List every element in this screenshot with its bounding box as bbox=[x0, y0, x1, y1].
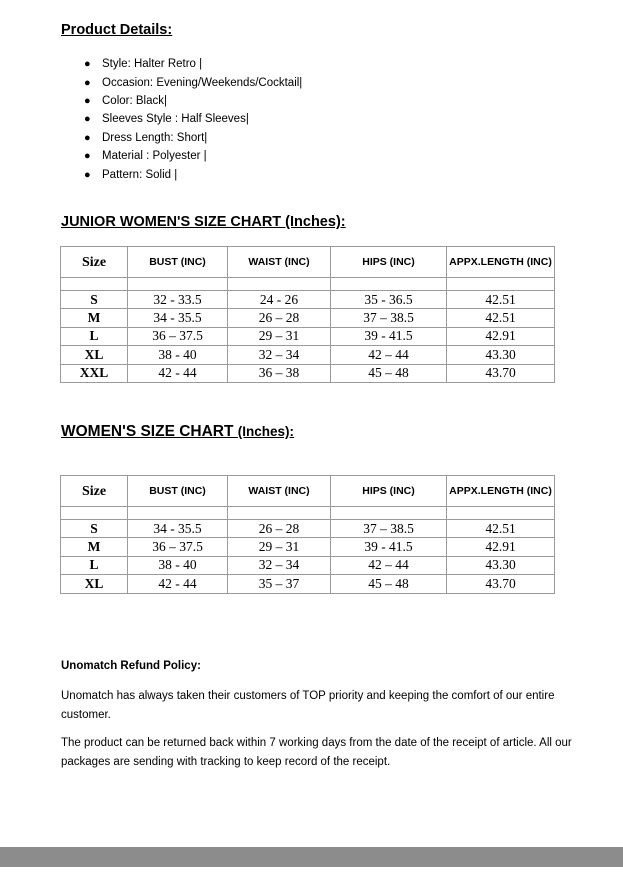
column-header: HIPS (INC) bbox=[331, 247, 447, 278]
list-item: ● Sleeves Style : Half Sleeves| bbox=[84, 113, 249, 126]
table-cell: 32 - 33.5 bbox=[128, 291, 228, 309]
table-cell: 42.91 bbox=[447, 327, 555, 345]
table-cell: 43.30 bbox=[447, 556, 555, 574]
table-cell: 29 – 31 bbox=[228, 327, 331, 345]
table-row bbox=[61, 520, 555, 538]
table-cell: 35 - 36.5 bbox=[331, 291, 447, 309]
table-cell: 36 – 37.5 bbox=[128, 327, 228, 345]
column-header: WAIST (INC) bbox=[228, 476, 331, 507]
table-cell: 37 – 38.5 bbox=[331, 520, 447, 538]
table-cell: M bbox=[61, 538, 128, 556]
column-header: BUST (INC) bbox=[128, 247, 228, 278]
table-cell: 42.51 bbox=[447, 309, 555, 327]
table-cell: XL bbox=[61, 346, 128, 364]
list-item: ● Dress Length: Short| bbox=[84, 131, 208, 144]
table-row bbox=[61, 327, 555, 345]
table-row bbox=[61, 538, 555, 556]
table-cell: M bbox=[61, 309, 128, 327]
table-cell: 42 – 44 bbox=[331, 556, 447, 574]
bullet-icon: ● bbox=[84, 113, 91, 126]
table-row bbox=[61, 291, 555, 309]
women-size-chart-heading: WOMEN'S SIZE CHART (Inches): bbox=[61, 423, 295, 440]
table-cell: L bbox=[61, 327, 128, 345]
list-item: ● Pattern: Solid | bbox=[84, 168, 178, 181]
table-cell: S bbox=[61, 291, 128, 309]
table-row bbox=[61, 575, 555, 593]
table-row bbox=[61, 556, 555, 574]
bullet-icon: ● bbox=[84, 76, 91, 89]
bullet-icon: ● bbox=[84, 94, 91, 107]
table-cell: 35 – 37 bbox=[228, 575, 331, 593]
table-spacer-row bbox=[61, 278, 555, 291]
footer-bar bbox=[0, 847, 623, 867]
table-cell: 39 - 41.5 bbox=[331, 538, 447, 556]
table-cell: 45 – 48 bbox=[331, 364, 447, 382]
table-cell: 38 - 40 bbox=[128, 346, 228, 364]
bullet-icon: ● bbox=[84, 168, 91, 181]
table-cell: 42 - 44 bbox=[128, 364, 228, 382]
product-details-heading: Product Details: bbox=[61, 22, 173, 38]
table-cell: XXL bbox=[61, 364, 128, 382]
table-header-row bbox=[61, 476, 555, 507]
table-row bbox=[61, 346, 555, 364]
table-cell: 42 – 44 bbox=[331, 346, 447, 364]
bullet-icon: ● bbox=[84, 58, 91, 71]
table-cell: S bbox=[61, 520, 128, 538]
table-cell: 42.91 bbox=[447, 538, 555, 556]
junior-size-table bbox=[60, 246, 555, 383]
list-item: ● Color: Black| bbox=[84, 94, 167, 107]
table-cell: 43.70 bbox=[447, 364, 555, 382]
list-item: ● Occasion: Evening/Weekends/Cocktail| bbox=[84, 76, 303, 89]
table-cell: 32 – 34 bbox=[228, 556, 331, 574]
table-cell: 38 - 40 bbox=[128, 556, 228, 574]
column-header: APPX.LENGTH (INC) bbox=[447, 476, 555, 507]
table-cell: 39 - 41.5 bbox=[331, 327, 447, 345]
column-header: BUST (INC) bbox=[128, 476, 228, 507]
table-header-row bbox=[61, 247, 555, 278]
table-cell: 36 – 37.5 bbox=[128, 538, 228, 556]
bullet-icon: ● bbox=[84, 150, 91, 163]
column-header: Size bbox=[61, 476, 128, 507]
product-details-list bbox=[84, 55, 302, 184]
table-cell: 43.30 bbox=[447, 346, 555, 364]
table-cell: 42 - 44 bbox=[128, 575, 228, 593]
table-cell: 26 – 28 bbox=[228, 520, 331, 538]
table-cell: 32 – 34 bbox=[228, 346, 331, 364]
table-cell: 36 – 38 bbox=[228, 364, 331, 382]
refund-policy-title: Unomatch Refund Policy: bbox=[61, 660, 201, 672]
table-row bbox=[61, 309, 555, 327]
bullet-icon: ● bbox=[84, 131, 91, 144]
table-spacer-row bbox=[61, 507, 555, 520]
list-item: ● Style: Halter Retro | bbox=[84, 58, 203, 71]
table-cell: 34 - 35.5 bbox=[128, 309, 228, 327]
column-header: Size bbox=[61, 247, 128, 278]
refund-paragraph: The product can be returned back within 7 working days from the date of the receipt of article. All our packages are sending with tracking to keep record of the receipt. bbox=[61, 737, 572, 768]
table-cell: 42.51 bbox=[447, 291, 555, 309]
list-item: ● Material : Polyester | bbox=[84, 150, 207, 163]
women-size-table bbox=[60, 475, 555, 594]
table-cell: 29 – 31 bbox=[228, 538, 331, 556]
table-cell: 24 - 26 bbox=[228, 291, 331, 309]
table-cell: 34 - 35.5 bbox=[128, 520, 228, 538]
table-row bbox=[61, 364, 555, 382]
table-cell: L bbox=[61, 556, 128, 574]
table-cell: 26 – 28 bbox=[228, 309, 331, 327]
table-cell: 37 – 38.5 bbox=[331, 309, 447, 327]
column-header: APPX.LENGTH (INC) bbox=[447, 247, 555, 278]
table-cell: 45 – 48 bbox=[331, 575, 447, 593]
table-cell: XL bbox=[61, 575, 128, 593]
refund-paragraph: Unomatch has always taken their customers of TOP priority and keeping the comfort of our entire customer. bbox=[61, 690, 555, 721]
table-cell: 42.51 bbox=[447, 520, 555, 538]
column-header: HIPS (INC) bbox=[331, 476, 447, 507]
column-header: WAIST (INC) bbox=[228, 247, 331, 278]
junior-size-chart-heading: JUNIOR WOMEN'S SIZE CHART (Inches): bbox=[61, 214, 346, 230]
table-cell: 43.70 bbox=[447, 575, 555, 593]
